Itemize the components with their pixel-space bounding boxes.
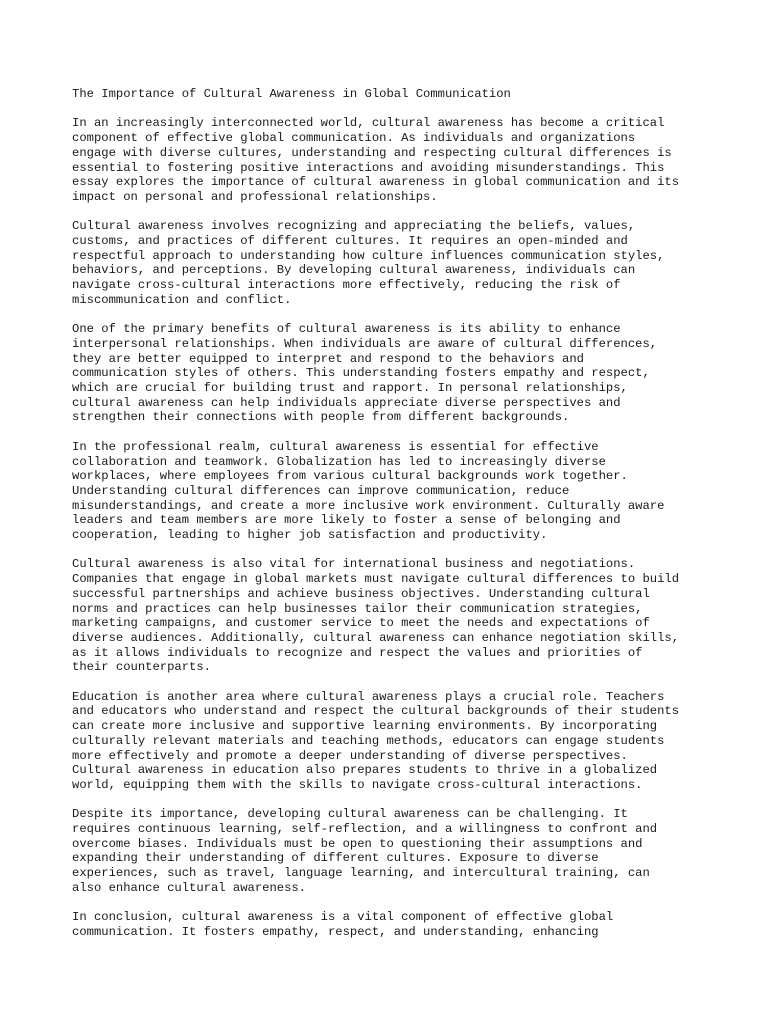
paragraph-education xyxy=(72,690,712,793)
paragraph-line: which are crucial for building trust and rapport. In personal relationships, xyxy=(72,381,628,396)
paragraph-intro xyxy=(72,116,712,204)
paragraph-line: customs, and practices of different cultures. It requires an open-minded and xyxy=(72,234,628,248)
paragraph-line: Understanding cultural differences can improve communication, reduce xyxy=(72,483,570,498)
paragraph-challenges xyxy=(72,807,712,895)
paragraph-line: Education is another area where cultural awareness plays a crucial role. Teachers xyxy=(72,689,665,704)
paragraph-line: collaboration and teamwork. Globalization has led to increasingly diverse xyxy=(72,454,606,469)
paragraph-line: as it allows individuals to recognize and respect the values and priorities of xyxy=(72,645,643,660)
paragraph-line: impact on personal and professional relationships. xyxy=(72,189,438,204)
paragraph-line: norms and practices can help businesses tailor their communication strategies, xyxy=(72,601,643,616)
paragraph-line: misunderstandings, and create a more inclusive work environment. Culturally aware xyxy=(72,498,665,513)
paragraph-line: component of effective global communication. As individuals and organizations xyxy=(72,131,636,146)
paragraph-line: they are better equipped to interpret and respond to the behaviors and xyxy=(72,351,584,366)
paragraph-line: Cultural awareness involves recognizing and appreciating the beliefs, values, xyxy=(72,219,636,234)
paragraph-line: navigate cross-cultural interactions more effectively, reducing the risk of xyxy=(72,278,621,293)
paragraph-line: Companies that engage in global markets must navigate cultural differences to build xyxy=(72,572,680,587)
paragraph-business xyxy=(72,557,712,675)
paragraph-line: also enhance cultural awareness. xyxy=(72,880,307,895)
paragraph-line: essential to fostering positive interactions and avoiding misunderstandings. This xyxy=(72,160,665,175)
paragraph-line: diverse audiences. Additionally, cultural awareness can enhance negotiation skills, xyxy=(72,630,680,645)
paragraph-line: One of the primary benefits of cultural awareness is its ability to enhance xyxy=(72,322,621,337)
paragraph-line: Despite its importance, developing cultural awareness can be challenging. It xyxy=(72,807,628,822)
paragraph-line: their counterparts. xyxy=(72,660,211,675)
paragraph-line: world, equipping them with the skills to navigate cross-cultural interactions. xyxy=(72,777,643,792)
document-page xyxy=(72,87,712,954)
paragraph-relationships xyxy=(72,322,712,425)
paragraph-line: leaders and team members are more likely to foster a sense of belonging and xyxy=(72,513,621,528)
paragraph-line: In the professional realm, cultural awareness is essential for effective xyxy=(72,439,599,454)
paragraph-line: requires continuous learning, self-reflection, and a willingness to confront and xyxy=(72,822,658,837)
paragraph-line: essay explores the importance of cultural awareness in global communication and its xyxy=(72,175,680,190)
paragraph-line: communication styles of others. This understanding fosters empathy and respect, xyxy=(72,366,650,381)
paragraph-line: overcome biases. Individuals must be open to questioning their assumptions and xyxy=(72,836,643,851)
paragraph-line: workplaces, where employees from various cultural backgrounds work together. xyxy=(72,469,628,484)
paragraph-line: marketing campaigns, and customer service to meet the needs and expectations of xyxy=(72,616,650,631)
document-title: The Importance of Cultural Awareness in Global Communication xyxy=(72,87,511,101)
paragraph-line: culturally relevant materials and teaching methods, educators can engage students xyxy=(72,733,665,748)
paragraph-line: behaviors, and perceptions. By developing cultural awareness, individuals can xyxy=(72,263,636,278)
paragraph-line: and educators who understand and respect the cultural backgrounds of their students xyxy=(72,704,680,719)
paragraph-line: successful partnerships and achieve business objectives. Understanding cultural xyxy=(72,586,650,601)
paragraph-line: can create more inclusive and supportive learning environments. By incorporating xyxy=(72,719,658,734)
paragraph-professional xyxy=(72,440,712,543)
paragraph-line: In an increasingly interconnected world, cultural awareness has become a critical xyxy=(72,116,665,131)
paragraph-line: experiences, such as travel, language learning, and intercultural training, can xyxy=(72,866,650,881)
paragraph-line: miscommunication and conflict. xyxy=(72,292,292,307)
paragraph-line: expanding their understanding of different cultures. Exposure to diverse xyxy=(72,851,599,866)
paragraph-line: cooperation, leading to higher job satisfaction and productivity. xyxy=(72,528,548,543)
paragraph-line: Cultural awareness is also vital for international business and negotiations. xyxy=(72,557,636,572)
paragraph-line: more effectively and promote a deeper understanding of diverse perspectives. xyxy=(72,748,628,763)
paragraph-conclusion xyxy=(72,910,712,939)
paragraph-line: interpersonal relationships. When individuals are aware of cultural differences, xyxy=(72,336,658,351)
paragraph-line: In conclusion, cultural awareness is a vital component of effective global xyxy=(72,910,614,925)
paragraph-line: cultural awareness can help individuals appreciate diverse perspectives and xyxy=(72,395,621,410)
paragraph-line: respectful approach to understanding how culture influences communication styles, xyxy=(72,248,665,263)
paragraph-line: engage with diverse cultures, understanding and respecting cultural differences is xyxy=(72,145,672,160)
paragraph-line: strengthen their connections with people from different backgrounds. xyxy=(72,410,570,425)
paragraph-definition xyxy=(72,219,712,307)
paragraph-line: Cultural awareness in education also prepares students to thrive in a globalized xyxy=(72,763,658,778)
paragraph-line: communication. It fosters empathy, respect, and understanding, enhancing xyxy=(72,924,599,939)
